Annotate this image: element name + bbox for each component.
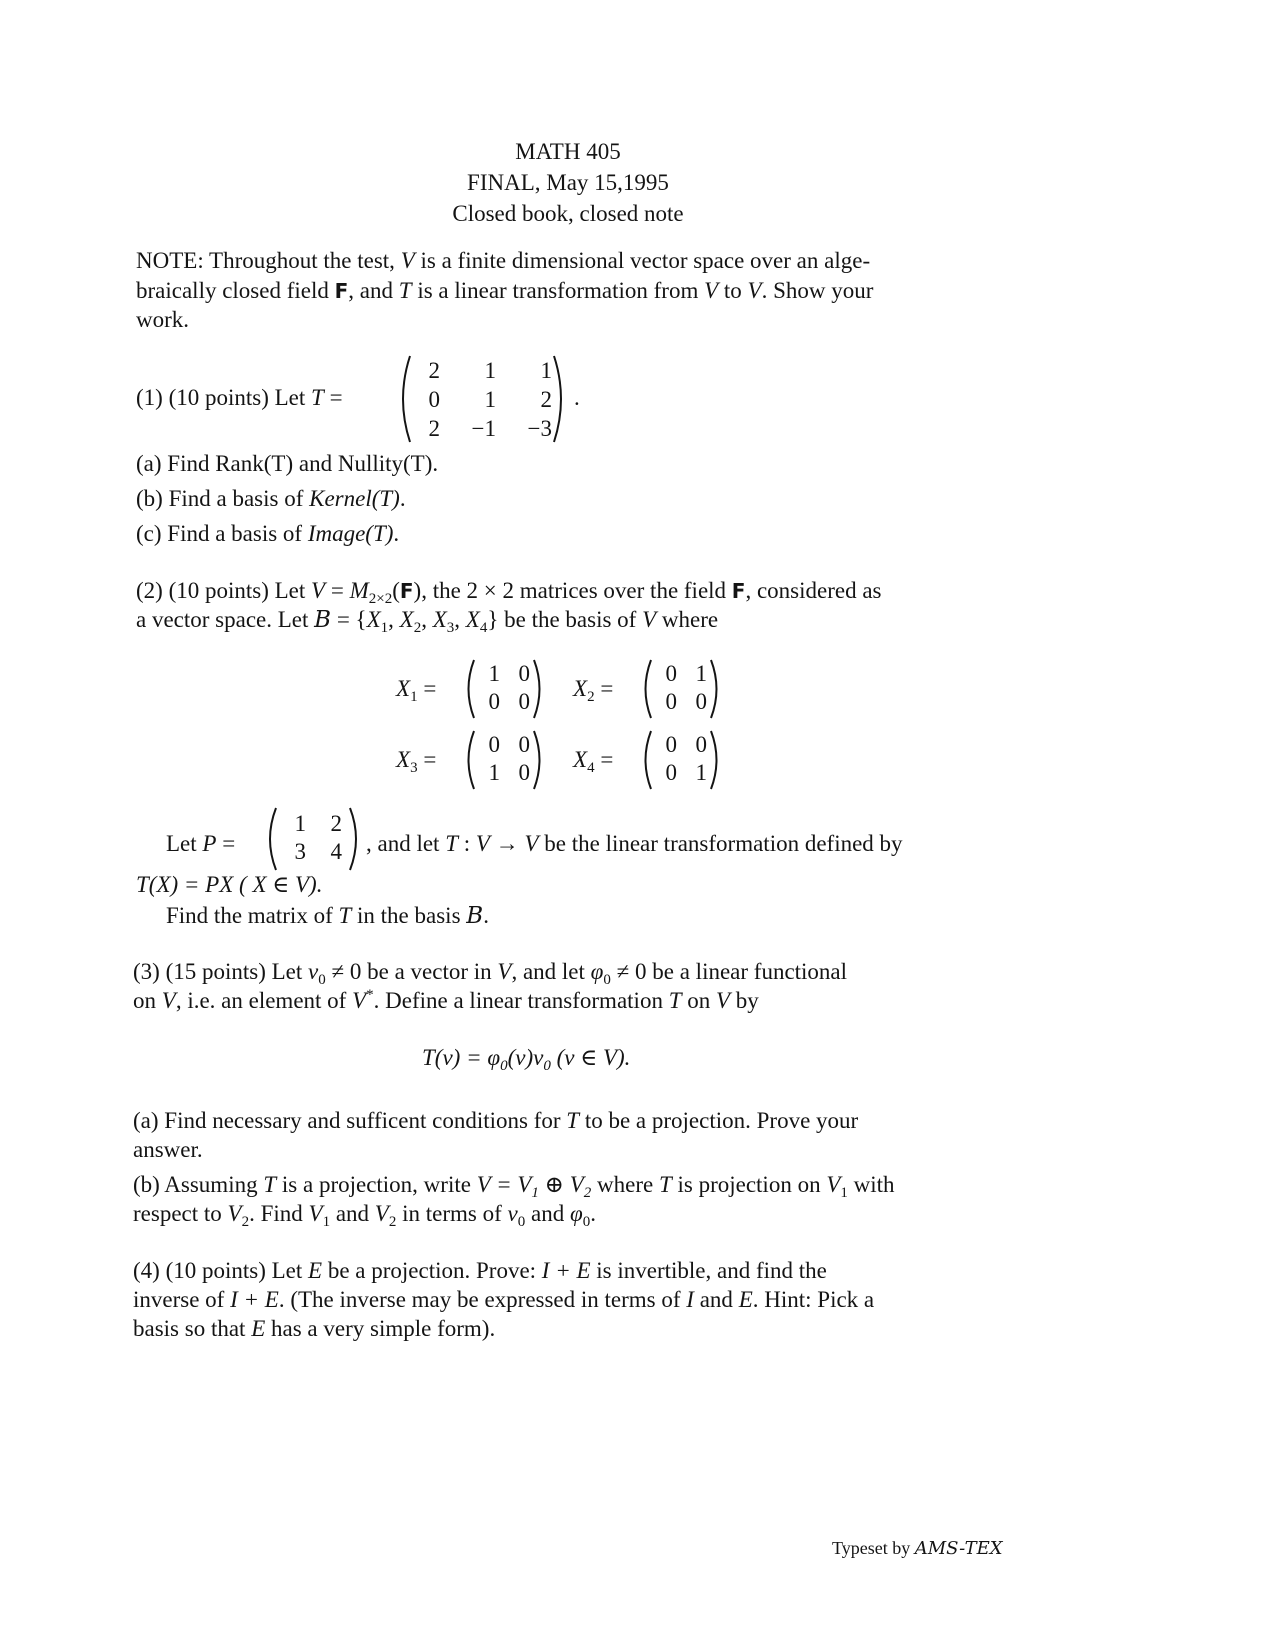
problem-2-line-1: (2) (10 points) Let $V = M_{2\times 2}(F)$, the 2 × 2 matrices over the field F, considered as xyxy=(136,578,882,607)
basis-matrix-entries xyxy=(651,731,709,787)
note-line-2: braically closed field F, and T is a linear transformation from V to V. Show your xyxy=(136,278,874,303)
basis-matrix-entry: 0 xyxy=(518,760,530,785)
problem-1a: (a) Find Rank(T) and Nullity(T). xyxy=(136,451,439,476)
basis-matrix-entry: 0 xyxy=(665,732,677,757)
basis-matrix-x3 xyxy=(462,729,546,791)
course-title: MATH 405 xyxy=(515,139,621,164)
problem-3-line-2: on V, i.e. an element of V*. Define a linear transformation T on V by xyxy=(133,987,759,1013)
basis-matrix-entry: 0 xyxy=(518,661,530,686)
basis-matrix-x4 xyxy=(639,729,723,791)
problem-1b: (b) Find a basis of Kernel(T). xyxy=(136,486,406,511)
problem-4-line-3: basis so that E has a very simple form). xyxy=(133,1316,496,1341)
matrix-T-entry: 1 xyxy=(540,358,552,383)
matrix-T-entry: 1 xyxy=(484,387,496,412)
problem-3-formula: $T(v) = \varphi_0(v)v_0$ (v ∈ V). xyxy=(422,1045,631,1074)
problem-3b-line-2: respect to $V_2$. Find $V_1$ and $V_2$ in terms of $v_0$ and $\varphi_0$. xyxy=(133,1201,596,1230)
basis-matrix-entry: 0 xyxy=(518,689,530,714)
matrix-T-entry: 2 xyxy=(428,358,440,383)
exam-header xyxy=(0,136,1136,229)
basis-matrix-entry: 1 xyxy=(488,760,500,785)
basis-matrix-entry: 0 xyxy=(665,689,677,714)
basis-matrix-entry: 0 xyxy=(665,760,677,785)
problem-1c: (c) Find a basis of Image(T). xyxy=(136,521,400,546)
matrix-P-entry: 4 xyxy=(330,839,342,864)
basis-label-x1: $X_1$ = xyxy=(396,676,437,705)
matrix-P xyxy=(262,806,364,872)
problem-1-statement: (1) (10 points) Let T = xyxy=(136,385,343,410)
problem-3b-line-1: (b) Assuming T is a projection, write $V = V_1$ ⊕ $V_2$ where T is projection on $V_1$ with xyxy=(133,1172,895,1201)
basis-matrix-entries xyxy=(651,660,709,716)
problem-4-line-1: (4) (10 points) Let E be a projection. Prove: I + E is invertible, and find the xyxy=(133,1258,827,1283)
matrix-T-period: . xyxy=(574,385,580,410)
basis-label-x3: $X_3$ = xyxy=(396,747,437,776)
note-line-3: work. xyxy=(136,307,190,332)
matrix-T-entry: 2 xyxy=(540,387,552,412)
basis-matrix-entry: 0 xyxy=(488,689,500,714)
note-line-1: NOTE: Throughout the test, V is a finite dimensional vector space over an alge- xyxy=(136,248,871,273)
matrix-P-entry: 1 xyxy=(294,811,306,836)
typeset-footer: Typeset by AMS-TEX xyxy=(832,1538,1003,1559)
matrix-P-entry: 3 xyxy=(294,839,306,864)
exam-date: FINAL, May 15,1995 xyxy=(467,170,669,195)
matrix-T-entries xyxy=(412,356,552,443)
problem-3-line-1: (3) (15 points) Let $v_0 \ne 0$ be a vector in V, and let $\varphi_0 \ne 0$ be a linear functional xyxy=(133,959,848,988)
exam-rules: Closed book, closed note xyxy=(452,201,684,226)
basis-matrix-entry: 1 xyxy=(488,661,500,686)
basis-label-x4: $X_4$ = xyxy=(573,747,614,776)
problem-3a-line-1: (a) Find necessary and sufficent conditions for T to be a projection. Prove your xyxy=(133,1108,859,1133)
problem-2-definition: T(X) = PX ( X ∈ V). xyxy=(136,872,323,897)
basis-matrix-entry: 0 xyxy=(488,732,500,757)
basis-label-x2: $X_2$ = xyxy=(573,676,614,705)
problem-2-line-2: a vector space. Let $B = \{X_1$, $X_2$, $X_3$, $X_4$} be the basis of V where xyxy=(136,607,719,636)
basis-matrix-entry: 1 xyxy=(695,760,707,785)
basis-matrix-x2 xyxy=(639,658,723,720)
basis-matrix-entry: 1 xyxy=(695,661,707,686)
problem-2-let-T: , and let T : V → V be the linear transformation defined by xyxy=(366,831,903,856)
basis-matrix-entry: 0 xyxy=(695,732,707,757)
basis-matrix-x1 xyxy=(462,658,546,720)
matrix-T-entry: −1 xyxy=(471,416,496,441)
problem-4-line-2: inverse of I + E. (The inverse may be expressed in terms of I and E. Hint: Pick a xyxy=(133,1287,875,1312)
basis-matrix-entry: 0 xyxy=(665,661,677,686)
basis-matrix-entry: 0 xyxy=(518,732,530,757)
basis-matrix-entry: 0 xyxy=(695,689,707,714)
basis-matrix-entries xyxy=(474,660,532,716)
matrix-T-entry: 0 xyxy=(428,387,440,412)
problem-3a-line-2: answer. xyxy=(133,1137,203,1162)
matrix-T-entry: 2 xyxy=(428,416,440,441)
matrix-T xyxy=(394,354,570,444)
basis-matrix-entries xyxy=(474,731,532,787)
matrix-P-entry: 2 xyxy=(330,811,342,836)
problem-2-question: Find the matrix of T in the basis B. xyxy=(166,903,489,929)
matrix-T-entry: −3 xyxy=(527,416,552,441)
ams-tex-logo: AMS-TEX xyxy=(914,1538,1003,1559)
matrix-T-entry: 1 xyxy=(484,358,496,383)
matrix-P-entries xyxy=(276,810,346,866)
problem-2-let-P: Let P = xyxy=(166,831,236,856)
